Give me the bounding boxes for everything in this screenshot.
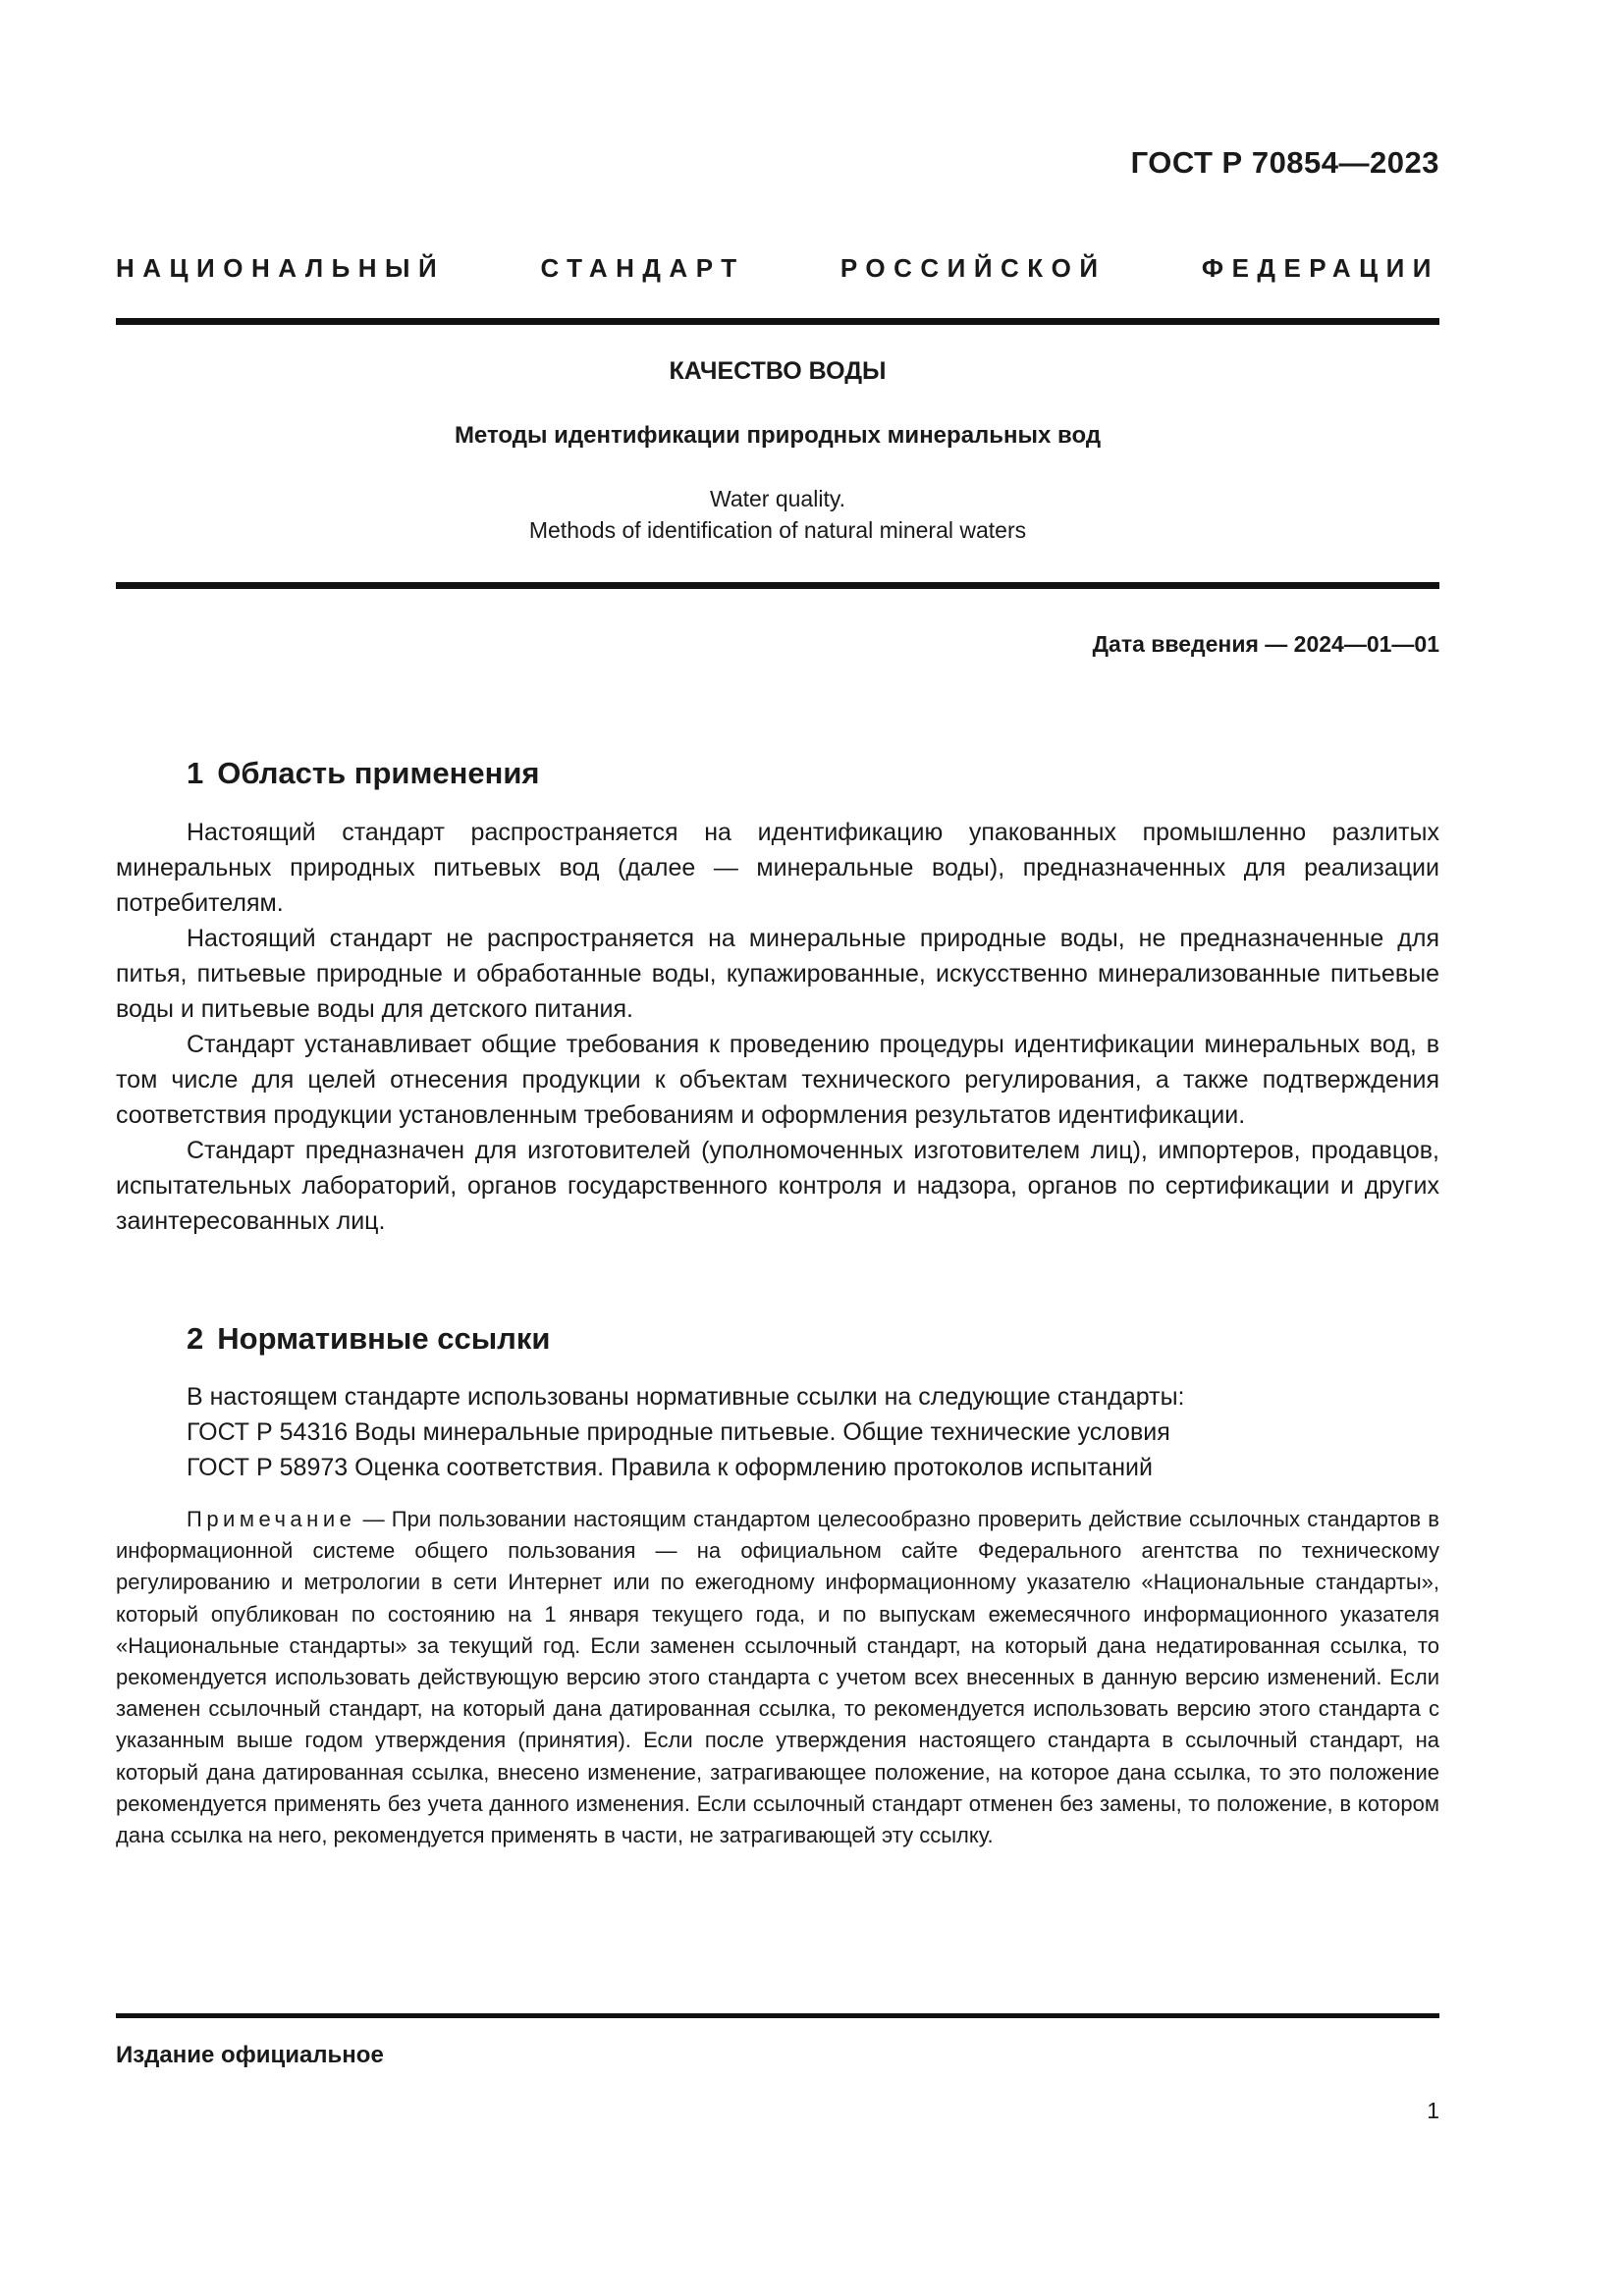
normative-reference: ГОСТ Р 54316 Воды минеральные природные питьевые. Общие технические условия	[187, 1418, 1170, 1446]
document-number: ГОСТ Р 70854—2023	[1130, 145, 1439, 180]
section-1-body	[116, 815, 1439, 1239]
normative-reference: ГОСТ Р 58973 Оценка соответствия. Правила к оформлению протоколов испытаний	[187, 1454, 1153, 1481]
note-block	[116, 1504, 1439, 1851]
note-label: Примечание	[187, 1507, 356, 1531]
section-1-heading	[187, 756, 540, 791]
section-2-body	[187, 1379, 1439, 1485]
english-title-line-1: Water quality.	[709, 486, 846, 511]
english-title	[116, 483, 1439, 546]
official-edition-label: Издание официальное	[116, 2042, 384, 2068]
footer-divider	[116, 2013, 1439, 2018]
section-1-title: Область применения	[217, 756, 540, 790]
document-subtitle: Методы идентификации природных минеральных вод	[454, 422, 1102, 449]
page-number: 1	[1427, 2098, 1439, 2123]
section-2-title: Нормативные ссылки	[217, 1321, 551, 1356]
note-text: — При пользовании настоящим стандартом целесообразно проверить действие ссылочных стандартов в информационной системе общего пользования — на официальном сайте Федерального агентства по техническому регулированию и метрологии в сети Интернет или по ежегодному информационному указателю «Национальные стандарты», который опубликован по состоянию на 1 января текущего года, и по выпускам ежемесячного информационного указателя «Национальные стандарты» за текущий год. Если заменен ссылочный стандарт, на который дана недатированная ссылка, то рекомендуется использовать действующую версию этого стандарта с учетом всех внесенных в данную версию изменений. Если заменен ссылочный стандарт, на который дана датированная ссылка, то рекомендуется использовать версию этого стандарта с указанным выше годом утверждения (принятия). Если после утверждения настоящего стандарта в ссылочный стандарт, на который дана датированная ссылка, внесено изменение, затрагивающее положение, на которое дана ссылка, то это положение рекомендуется применять без учета данного изменения. Если ссылочный стандарт отменен без замены, то положение, в котором дана ссылка на него, рекомендуется применять в части, не затрагивающей эту ссылку.	[116, 1507, 1439, 1848]
section-1-number: 1	[187, 756, 204, 790]
title-divider	[116, 582, 1439, 589]
section-1-paragraph: Стандарт предназначен для изготовителей (уполномоченных изготовителем лиц), импортеров, продавцов, испытательных лабораторий, органов государственного контроля и надзора, органов по сертификации и других заинтересованных лиц.	[116, 1137, 1439, 1235]
top-divider	[116, 318, 1439, 325]
national-standard-banner: НАЦИОНАЛЬНЫЙ СТАНДАРТ РОССИЙСКОЙ ФЕДЕРАЦИИ	[116, 253, 1439, 283]
introduction-date: Дата введения — 2024—01—01	[1092, 631, 1439, 657]
section-2-number: 2	[187, 1321, 204, 1356]
section-1-paragraph: Настоящий стандарт не распространяется на минеральные природные воды, не предназначенные для питья, питьевые природные и обработанные воды, купажированные, искусственно минерализованные питьевые воды и питьевые воды для детского питания.	[116, 925, 1439, 1023]
section-1-paragraph: Стандарт устанавливает общие требования к проведению процедуры идентификации минеральных вод, в том числе для целей отнесения продукции к объектам технического регулирования, а также подтверждения соответствия продукции установленным требованиям и оформления результатов идентификации.	[116, 1031, 1439, 1129]
section-1-paragraph: Настоящий стандарт распространяется на идентификацию упакованных промышленно разлитых минеральных природных питьевых вод (далее — минеральные воды), предназначенных для реализации потребителям.	[116, 819, 1439, 917]
document-title: КАЧЕСТВО ВОДЫ	[669, 357, 887, 385]
section-2-intro: В настоящем стандарте использованы нормативные ссылки на следующие стандарты:	[187, 1383, 1185, 1411]
english-title-line-2: Methods of identification of natural mineral waters	[528, 517, 1027, 543]
section-2-heading	[187, 1321, 550, 1357]
document-page	[116, 0, 1439, 2296]
